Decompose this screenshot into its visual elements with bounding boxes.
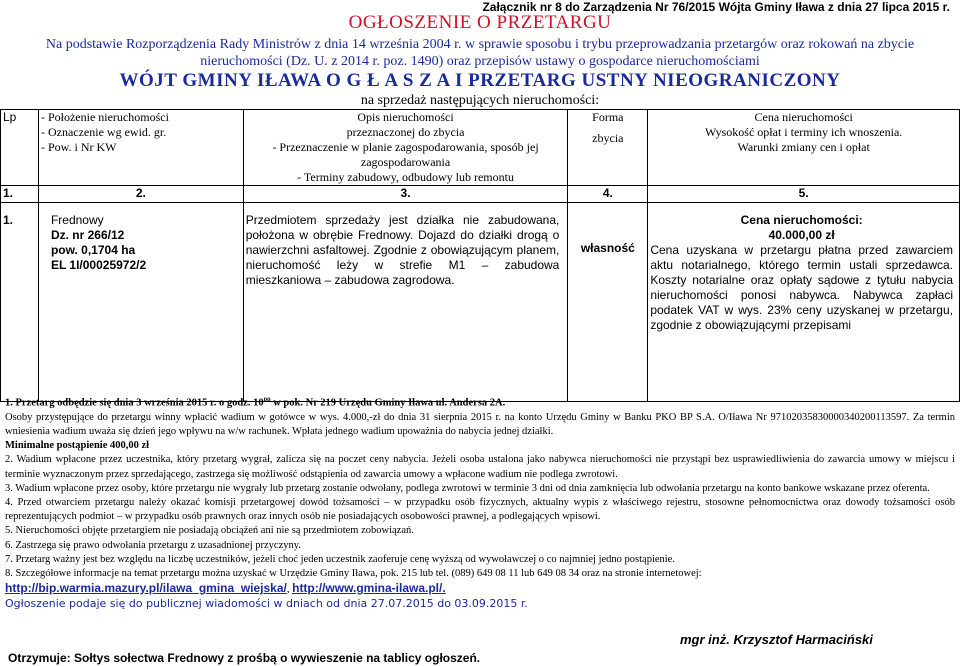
row-location: Frednowy Dz. nr 266/12 pow. 0,1704 ha EL 1I/00025972/2 — [38, 203, 243, 402]
recipients-note: Otrzymuje: Sołtys sołectwa Frednowy z prośbą o wywieszenie na tablicy ogłoszeń. — [8, 651, 481, 665]
column-number: 2. — [38, 186, 243, 203]
attachment-note: Załącznik nr 8 do Zarządzenia Nr 76/2015 Wójta Gminy Iława z dnia 27 lipca 2015 r. — [482, 0, 950, 14]
note-4: 4. Przed otwarciem przetargu należy okazać komisji przetargowej dowód tożsamości – w przypadku osób fizycznych, aktualny wypis z właściwego rejestru, stosowne pełnomocnictwa oraz dowody tożsamości osób reprezentujących podmiot – w przypadku osób prawnych oraz innych osób nie posiadających osobowości prawnej, a podlegających wpisowi. — [5, 496, 955, 523]
note-3: 3. Wadium wpłacone przez osoby, które przetargu nie wygrały lub przetarg zostanie odwołany, podlega zwrotowi w terminie 3 dni od dnia zamknięcia lub odwołania przetargu na konto bankowe wskazane przez oferenta. — [5, 482, 930, 494]
note-5: 5. Nieruchomości objęte przetargiem nie posiadają obciążeń ani nie są przedmiotem zobowiązań. — [5, 525, 414, 537]
legal-basis-line-2: nieruchomości (Dz. U. z 2014 r. poz. 1490) oraz przepisów ustawy o gospodarce nieruchomościami — [200, 54, 760, 69]
table-row — [1, 203, 960, 402]
column-number: 4. — [568, 186, 648, 203]
row-lp: 1. — [1, 203, 39, 402]
row-description: Przedmiotem sprzedaży jest działka nie zabudowana, położona w obrębie Frednowy. Dojazd do działki drogą o nawierzchni asfaltowej. Zgodnie z obowiązującym planem, nieruchomość leży w strefie M1 – zabudowa mieszkaniowa – zabudowa zagrodowa. — [243, 203, 568, 402]
gmina-link[interactable]: http://www.gmina-ilawa.pl/. — [292, 581, 446, 596]
header-lp: Lp — [1, 110, 39, 186]
links-line: http://bip.warmia.mazury.pl/ilawa_gmina_wiejska/, http://www.gmina-ilawa.pl/. — [5, 581, 446, 596]
signature: mgr inż. Krzysztof Harmaciński — [680, 632, 873, 647]
posting-period: Ogłoszenie podaje się do publicznej wiadomości w dniach od dnia 27.07.2015 do 03.09.2015 r. — [5, 597, 528, 611]
note-deposit: Osoby przystępujące do przetargu winny wpłacić wadium w gotówce w wys. 4.000,-zł do dnia 31 sierpnia 2015 r. na konto Urzędu Gminy w Banku PKO BP S.A. O/Iława Nr 97102035830000340200113597. Za termin wniesienia wadium uważa się dzień jego wpływu na w/w rachunek. Wpłata jednego wadium upoważnia do nabycia jednej działki. — [5, 411, 955, 437]
legal-basis-line-1: Na podstawie Rozporządzenia Rady Ministrów z dnia 14 września 2004 r. w sprawie sposobu i trybu przeprowadzania przetargów oraz rokowań na zbycie — [45, 37, 915, 52]
bip-link[interactable]: http://bip.warmia.mazury.pl/ilawa_gmina_wiejska/ — [5, 581, 287, 596]
header-location: - Położenie nieruchomości - Oznaczenie wg ewid. gr. - Pow. i Nr KW — [38, 110, 243, 186]
announcement-heading: WÓJT GMINY IŁAWA O G Ł A S Z A I PRZETARG USTNY NIEOGRANICZONY — [119, 70, 841, 91]
property-table — [0, 109, 960, 402]
note-7: 7. Przetarg ważny jest bez względu na liczbę uczestników, jeżeli choć jeden uczestnik zaoferuje cenę wyższą od wywoławczej o co najmniej jedno postąpienie. — [5, 553, 675, 565]
auction-terms — [5, 392, 955, 612]
header-price: Cena nieruchomości Wysokość opłat i terminy ich wnoszenia. Warunki zmiany cen i opłat — [648, 110, 960, 186]
header-description: Opis nieruchomości przeznaczonej do zbycia - Przeznaczenie w planie zagospodarowania, sposób jej zagospodarowania - Terminy zabudowy, odbudowy lub remontu — [243, 110, 568, 186]
table-header-row — [1, 110, 960, 186]
column-number: 1. — [1, 186, 39, 203]
note-date: 1. Przetarg odbędzie się dnia 3 września 2015 r. o godz. $10^{oo}$ w pok. Nr 219 Urzędu Gminy Iława ul. Andersa 2A. — [5, 395, 506, 409]
row-price: Cena nieruchomości: 40.000,00 zł Cena uzyskana w przetargu płatna przed zawarciem aktu notarialnego, którego termin ustali sprzedawca. Koszty notarialne oraz opłaty sądowe z tytułu nabycia nieruchomości ponosi nabywca. Nabywca zapłaci podatek VAT w wys. 23% ceny uzyskanej w przetargu, zgodnie z obowiązującymi przepisami — [648, 203, 960, 402]
column-numbers-row — [1, 186, 960, 203]
note-min-step: Minimalne postąpienie 400,00 zł — [5, 440, 150, 452]
note-6: 6. Zastrzega się prawo odwołania przetargu z uzasadnionej przyczyny. — [5, 539, 301, 551]
legal-basis — [0, 36, 960, 70]
note-2: 2. Wadium wpłacone przez uczestnika, który przetarg wygrał, zalicza się na poczet ceny nabycia. Jeżeli osoba ustalona jako nabywca nieruchomości nie przystąpi bez usprawiedliwienia do zawarcia umowy w miejscu i terminie wyznaczonym przez sprzedającego, zastrzega się możliwość odstąpienia od zawarcia umowy a wpłacone wadium nie podlega zwrotowi. — [5, 454, 955, 480]
header-form: Forma zbycia — [568, 110, 648, 186]
column-number: 3. — [243, 186, 568, 203]
row-form: własność — [568, 203, 648, 402]
column-number: 5. — [648, 186, 960, 203]
page-title: OGŁOSZENIE O PRZETARGU — [348, 12, 612, 33]
sale-subheading: na sprzedaż następujących nieruchomości: — [360, 93, 600, 108]
note-8: 8. Szczegółowe informacje na temat przetargu można uzyskać w Urzędzie Gminy Iława, pok. 215 lub tel. (089) 649 08 11 lub 649 08 34 oraz na stronie internetowej: — [5, 567, 702, 579]
